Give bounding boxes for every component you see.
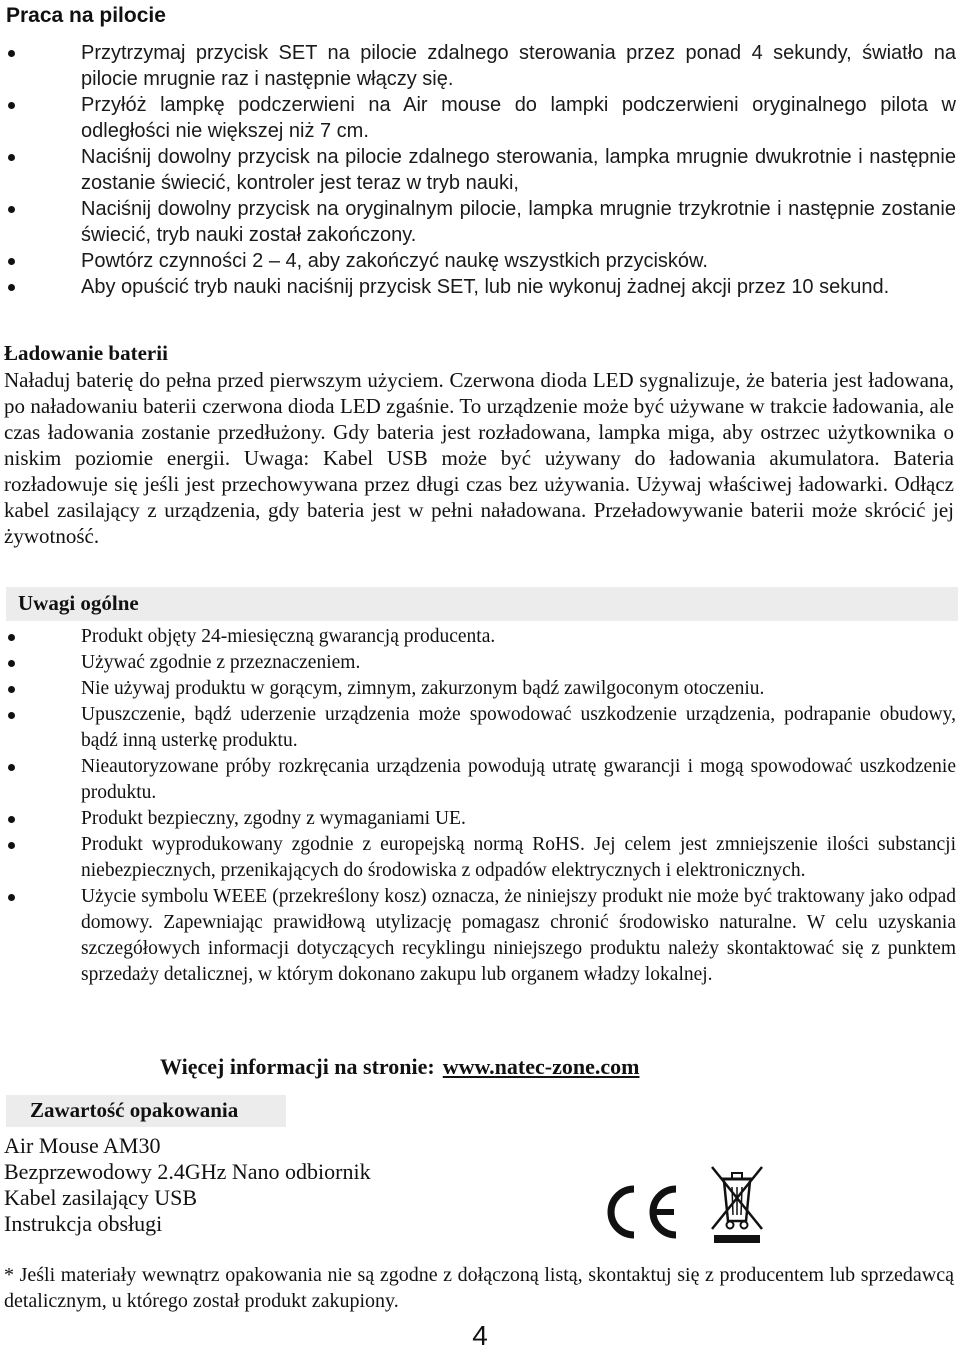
list-item: Nieautoryzowane próby rozkręcania urządzenia powodują utratę gwarancji i mogą spowodować uszkodzenie produktu. bbox=[0, 754, 956, 806]
list-item: Produkt bezpieczny, zgodny z wymaganiami UE. bbox=[0, 806, 956, 832]
list-item: Naciśnij dowolny przycisk na oryginalnym pilocie, lampka mrugnie trzykrotnie i następnie zostanie świecić, tryb nauki został zakończony. bbox=[0, 196, 956, 248]
section-title-remote: Praca na pilocie bbox=[6, 4, 166, 27]
weee-crossed-bin-icon bbox=[708, 1163, 766, 1245]
website-link[interactable]: www.natec-zone.com bbox=[442, 1054, 640, 1079]
more-info-line bbox=[160, 1054, 639, 1080]
section-title-battery: Ładowanie baterii bbox=[4, 341, 168, 365]
list-item: Nie używaj produktu w gorącym, zimnym, zakurzonym bądź zawilgoconym otoczeniu. bbox=[0, 676, 956, 702]
list-item: Instrukcja obsługi bbox=[4, 1211, 163, 1236]
list-item: Air Mouse AM30 bbox=[4, 1133, 161, 1158]
list-item: Naciśnij dowolny przycisk na pilocie zdalnego sterowania, lampka mrugnie dwukrotnie i następnie zostanie świecić, kontroler jest teraz w tryb nauki, bbox=[0, 144, 956, 196]
remote-steps-list bbox=[0, 40, 956, 300]
list-item: Przytrzymaj przycisk SET na pilocie zdalnego sterowania przez ponad 4 sekundy, światło na pilocie mrugnie raz i następnie włączy się. bbox=[0, 40, 956, 92]
list-item: Powtórz czynności 2 – 4, aby zakończyć naukę wszystkich przycisków. bbox=[0, 248, 956, 274]
list-item: Bezprzewodowy 2.4GHz Nano odbiornik bbox=[4, 1159, 371, 1184]
list-item: Upuszczenie, bądź uderzenie urządzenia może spowodować uszkodzenie urządzenia, podrapanie obudowy, bądź inną usterkę produktu. bbox=[0, 702, 956, 754]
list-item: Użycie symbolu WEEE (przekreślony kosz) oznacza, że niniejszy produkt nie może być traktowany jako odpad domowy. Zapewniając prawidłową utylizację pomagasz chronić środowisko naturalne. W celu uzyskania szczegółowych informacji dotyczących recyklingu niniejszego produktu należy skontaktować się z punktem sprzedaży detalicznej, w którym dokonano zakupu lub organem władzy lokalnej. bbox=[0, 884, 956, 988]
battery-paragraph: Naładuj baterię do pełna przed pierwszym użyciem. Czerwona dioda LED sygnalizuje, że bateria jest ładowana, po naładowaniu baterii czerwona dioda LED zgaśnie. To urządzenie może być używane w trakcie ładowania, ale czas ładowania zostanie przedłużony. Gdy bateria jest rozładowana, lampka miga, aby ostrzec użytkownika o niskim poziomie energii. Uwaga: Kabel USB może być używany do ładowania akumulatora. Bateria rozładowuje się jeśli jest przechowywana przez długi czas bez używania. Używaj właściwej ładowarki. Odłącz kabel zasilający z urządzenia, gdy bateria jest w pełni naładowana. Przeładowywanie baterii może skrócić jej żywotność. bbox=[4, 368, 954, 548]
list-item: Przyłóż lampkę podczerwieni na Air mouse do lampki podczerwieni oryginalnego pilota w odległości nie większej niż 7 cm. bbox=[0, 92, 956, 144]
page-number: 4 bbox=[472, 1320, 488, 1351]
footnote: * Jeśli materiały wewnątrz opakowania nie są zgodne z dołączoną listą, skontaktuj się z producentem lub sprzedawcą detalicznym, u którego został produkt zakupiony. bbox=[4, 1264, 954, 1312]
section-banner-general bbox=[6, 587, 958, 621]
list-item: Aby opuścić tryb nauki naciśnij przycisk SET, lub nie wykonuj żadnej akcji przez 10 sekund. bbox=[0, 274, 956, 300]
section-title-general: Uwagi ogólne bbox=[18, 591, 139, 615]
package-contents-list bbox=[4, 1133, 371, 1237]
ce-mark-icon bbox=[602, 1183, 682, 1241]
list-item: Używać zgodnie z przeznaczeniem. bbox=[0, 650, 956, 676]
more-info-label: Więcej informacji na stronie: bbox=[160, 1054, 435, 1079]
list-item: Kabel zasilający USB bbox=[4, 1185, 198, 1210]
list-item: Produkt objęty 24-miesięczną gwarancją producenta. bbox=[0, 624, 956, 650]
general-notes-list bbox=[0, 624, 956, 988]
section-title-contents: Zawartość opakowania bbox=[30, 1098, 239, 1122]
list-item: Produkt wyprodukowany zgodnie z europejską normą RoHS. Jej celem jest zmniejszenie ilości substancji niebezpiecznych, przenikających do środowiska z odpadów elektrycznych i elektronicznych. bbox=[0, 832, 956, 884]
